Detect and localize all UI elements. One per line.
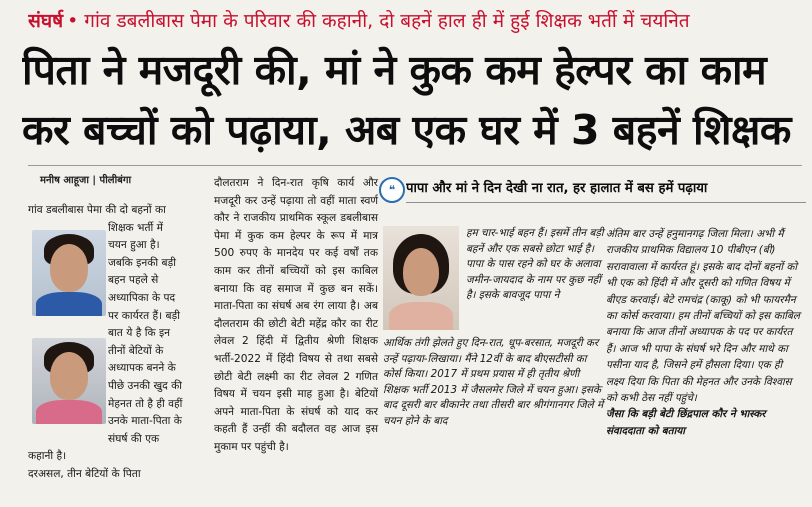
col1-line: उनके माता-पिता के [108, 415, 182, 428]
col4-credit: जैसा कि बड़ी बेटी छिंद्रपाल कौर ने भास्कर संवाददाता को बताया [606, 408, 766, 437]
col4-text: अंतिम बार उन्हें हनुमानगढ़ जिला मिला। अभी मैं राजकीय प्राथमिक विद्यालय 10 पीबीएन (बी) सरावावाला में कार्यरत हूं। इसके बाद दोनों बहनों को भी एक को हिंदी में और दूसरी को गणित विषय में बीएड करवाई। बेटे रामचंद्र (काकू) को भी फायरमैन का कोर्स करवाया। हम तीनों बच्चियों को इस काबिल बनाया कि आज तीनों अध्यापक के पद पर कार्यरत हैं। आज भी पापा के संघर्ष भरे दिन और माथे का पसीना याद है, जिसने हमें हौसला दिया। एक ही लक्ष्य दिया कि पिता की मेहनत और उनके विश्वास को कभी ठेस नहीं पहुंचे। [606, 228, 800, 405]
kicker-line [28, 6, 808, 36]
col1-line: बहन पहले से [108, 274, 159, 287]
subhead-divider [406, 202, 806, 203]
col3-top-text: हम चार-भाई बहन हैं। इसमें तीन बड़ी बहनें और एक सबसे छोटा भाई है। पापा के पास रहने को घर के अलावा जमीन-जायदाद के नाम पर कुछ नहीं है। इसके बावजूद पापा ने [466, 227, 604, 302]
kicker-tag: संघर्ष [28, 10, 64, 32]
col2-text: दौलतराम ने दिन-रात कृषि कार्य और मजदूरी कर उन्हें पढ़ाया तो वहीं माता स्वर्ण कौर ने राजकीय प्राथमिक स्कूल डबलीबास पेमा में कुक कम हेल्पर के रूप में मात्र 500 रुपए के मानदेय पर कई वर्षों तक काम कर तीनों बच्चियों को इस काबिल बनाया कि वह समाज में कुछ बन सकें। माता-पिता का संघर्ष अब रंग लाया है। अब दौलतराम की छोटी बेटी महेंद्र कौर का रीट लेवल 2 हिंदी में द्वितीय श्रेणी शिक्षक भर्ती-2022 में हिंदी विषय से तथा सबसे छोटी बेटी लक्ष्मी का रीट लेवल 2 गणित विषय में चयन इसी माह हुआ है। बेटियों अपने माता-पिता के संघर्ष को याद कर कहती हैं उन्हीं की बदौलत वह आज इस मुकाम पर पहुंची है। [214, 177, 378, 453]
quote-badge-icon: ❝ [379, 177, 405, 203]
byline: मनीष आहूजा | पीलीबंगा [40, 175, 132, 186]
headline-divider [28, 165, 802, 166]
col1-line: चयन हुआ है। [108, 239, 160, 252]
col1-intro: गांव डबलीबास पेमा की दो बहनों का [28, 204, 166, 216]
col1-line: मेहनत तो है ही वहीं [108, 397, 183, 410]
col1-line: पर कार्यरत हैं। बड़ी [108, 309, 180, 322]
headline-line-2: कर बच्चों को पढ़ाया, अब एक घर में 3 बहनें शिक्षक [22, 106, 791, 154]
column-3-top [466, 226, 604, 336]
kicker-dot: • [67, 10, 79, 32]
col1-last: दरअसल, तीन बेटियों के पिता [28, 467, 141, 480]
column-4 [606, 226, 802, 496]
col1-line: बात ये है कि इन [108, 327, 171, 340]
kicker-text: गांव डबलीबास पेमा के परिवार की कहानी, दो बहनें हाल ही में हुई शिक्षक भर्ती में चयनित [84, 10, 690, 32]
headline-line-1: पिता ने मजदूरी की, मां ने कुक कम हेल्पर का काम [22, 46, 767, 94]
column-1 [28, 202, 204, 502]
photo-eldest-daughter [383, 226, 459, 330]
col1-line: अध्यापिका के पद [108, 291, 176, 304]
subhead: पापा और मां ने दिन देखी ना रात, हर हालात में बस हमें पढ़ाया [406, 181, 708, 196]
col1-end: कहानी है। [28, 450, 67, 463]
col1-line: पीछे उनकी खुद की [108, 379, 183, 392]
col3-bottom-text: आर्थिक तंगी झेलते हुए दिन-रात, धूप-बरसात, मजदूरी कर उन्हें पढ़ाया-लिखाया। मैंने 12वीं के बाद बीएसटीसी का कोर्स किया। 2017 में प्रथम प्रयास में ही तृतीय श्रेणी शिक्षक भर्ती 2013 में जैसलमेर जिले में चयन हुआ। इसके बाद दूसरी बार बीकानेर तथा तीसरी बार श्रीगंगानगर जिले में चयन होने के बाद [383, 337, 604, 427]
col1-line: संघर्ष की एक [108, 432, 160, 445]
col1-line: तीनों बेटियों के [108, 344, 164, 357]
col1-line: अध्यापक बनने के [108, 362, 176, 375]
column-2 [214, 175, 378, 503]
col1-line: शिक्षक भर्ती में [108, 221, 163, 234]
col1-line: जबकि इनकी बड़ी [108, 256, 176, 269]
column-3-bottom [383, 336, 604, 496]
